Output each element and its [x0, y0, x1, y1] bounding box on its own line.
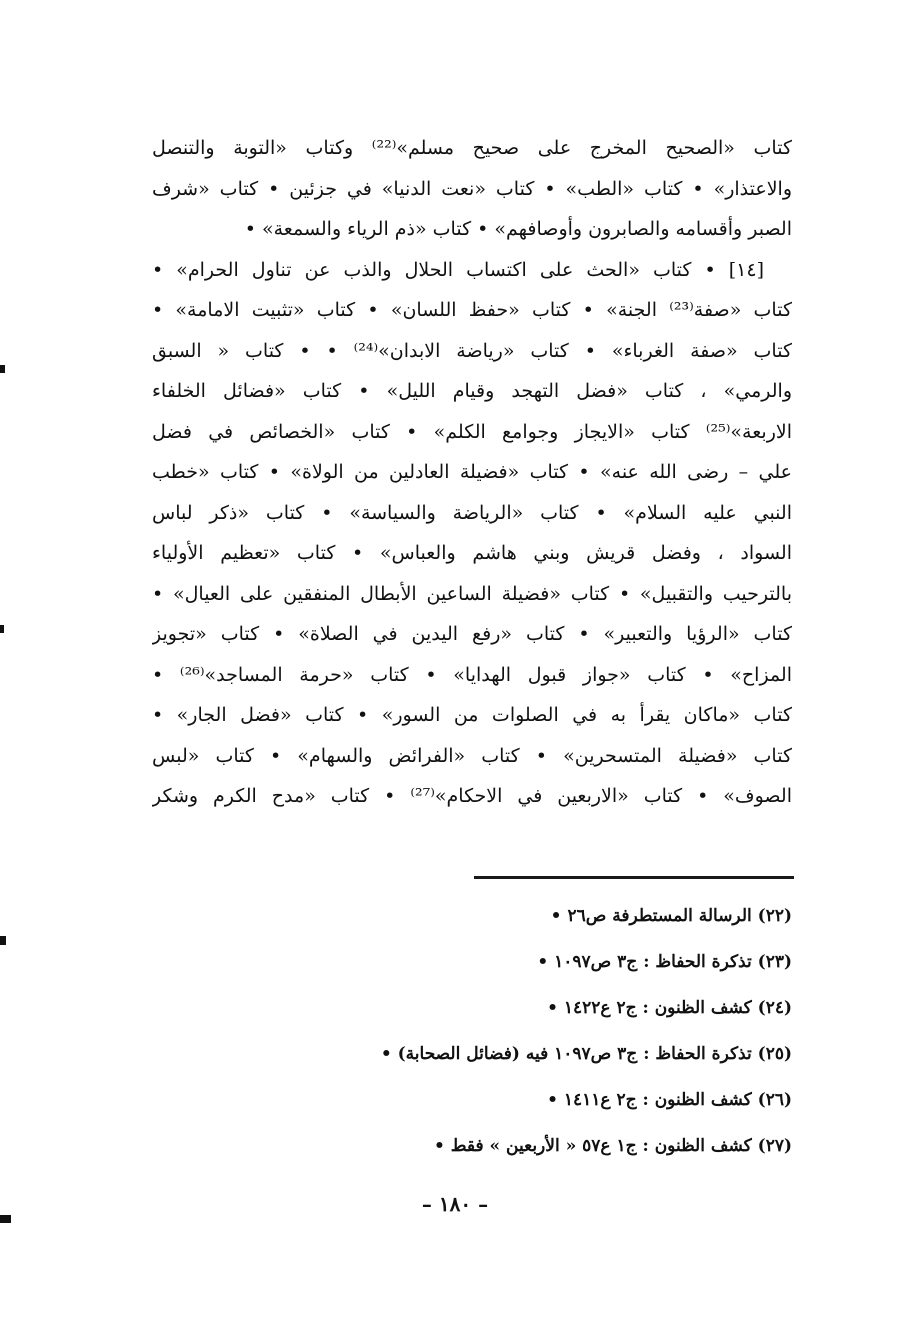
footnote: (٢٤) كشف الظنون : ج٢ ع١٤٢٢ • [547, 998, 792, 1018]
text-line: [١٤] • كتاب «الحث على اكتساب الحلال والذب عن تناول الحرام» • [152, 258, 764, 281]
text-line: كتاب «الصحيح المخرج على صحيح مسلم»⁽²²⁾ وكتاب «التوبة والتنصل [152, 137, 792, 159]
page-number: – ١٨٠ – [421, 1192, 489, 1216]
scan-edge-mark [0, 1215, 11, 1223]
footnote: (٢٥) تذكرة الحفاظ : ج٣ ص١٠٩٧ فيه (فضائل الصحابة) • [380, 1044, 792, 1064]
text-line: الصوف» • كتاب «الاربعين في الاحكام»⁽²⁷⁾ • كتاب «مدح الكرم وشكر [152, 785, 792, 807]
scan-edge-mark [0, 365, 5, 373]
text-line: كتاب «فضيلة المتسحرين» • كتاب «الفرائض والسهام» • كتاب «لبس [152, 744, 792, 767]
footnote: (٢٧) كشف الظنون : ج١ ع٥٧ « الأربعين » فقط • [433, 1136, 792, 1156]
footnote: (٢٢) الرسالة المستطرفة ص٢٦ • [550, 906, 792, 926]
footnotes [160, 893, 792, 1169]
text-line: والرمي» ، كتاب «فضل التهجد وقيام الليل» • كتاب «فضائل الخلفاء [152, 380, 792, 402]
text-line: بالترحيب والتقبيل» • كتاب «فضيلة الساعين الأبطال المنفقين على العيال» • [152, 582, 792, 605]
text-line: والاعتذار» • كتاب «الطب» • كتاب «نعت الدنيا» في جزئين • كتاب «شرف [152, 177, 792, 200]
text-line: السواد ، وفضل قريش وبني هاشم والعباس» • كتاب «تعظيم الأولياء [152, 542, 792, 564]
text-line: كتاب «صفة الغرباء» • كتاب «رياضة الابدان»⁽²⁴⁾ • • كتاب « السبق [152, 339, 792, 362]
text-line: كتاب «ماكان يقرأ به في الصلوات من السور» • كتاب «فضل الجار» • [152, 704, 792, 726]
text-line: المزاح» • كتاب «جواز قبول الهدايا» • كتاب «حرمة المساجد»⁽²⁶⁾ • [152, 663, 792, 686]
main-text [152, 128, 792, 817]
scan-edge-mark [0, 625, 4, 633]
text-line: كتاب «الرؤيا والتعبير» • كتاب «رفع اليدين في الصلاة» • كتاب «تجويز [152, 623, 792, 645]
text-line: الصبر وأقسامه والصابرون وأوصافهم» • كتاب «ذم الرياء والسمعة» • [244, 218, 792, 240]
footnote: (٢٦) كشف الظنون : ج٢ ع١٤١١ • [547, 1090, 792, 1110]
text-line: علي – رضى الله عنه» • كتاب «فضيلة العادلين من الولاة» • كتاب «خطب [152, 461, 792, 483]
footnote-separator [474, 876, 794, 879]
text-line: كتاب «صفة⁽²³⁾ الجنة» • كتاب «حفظ اللسان» • كتاب «تثبيت الامامة» • [152, 299, 792, 321]
footnote: (٢٣) تذكرة الحفاظ : ج٣ ص١٠٩٧ • [537, 952, 792, 972]
text-line: الاربعة»⁽²⁵⁾ كتاب «الايجاز وجوامع الكلم» • كتاب «الخصائص في فضل [152, 420, 792, 443]
text-line: النبي عليه السلام» • كتاب «الرياضة والسياسة» • كتاب «ذكر لباس [152, 501, 792, 524]
scan-edge-mark [0, 936, 6, 945]
